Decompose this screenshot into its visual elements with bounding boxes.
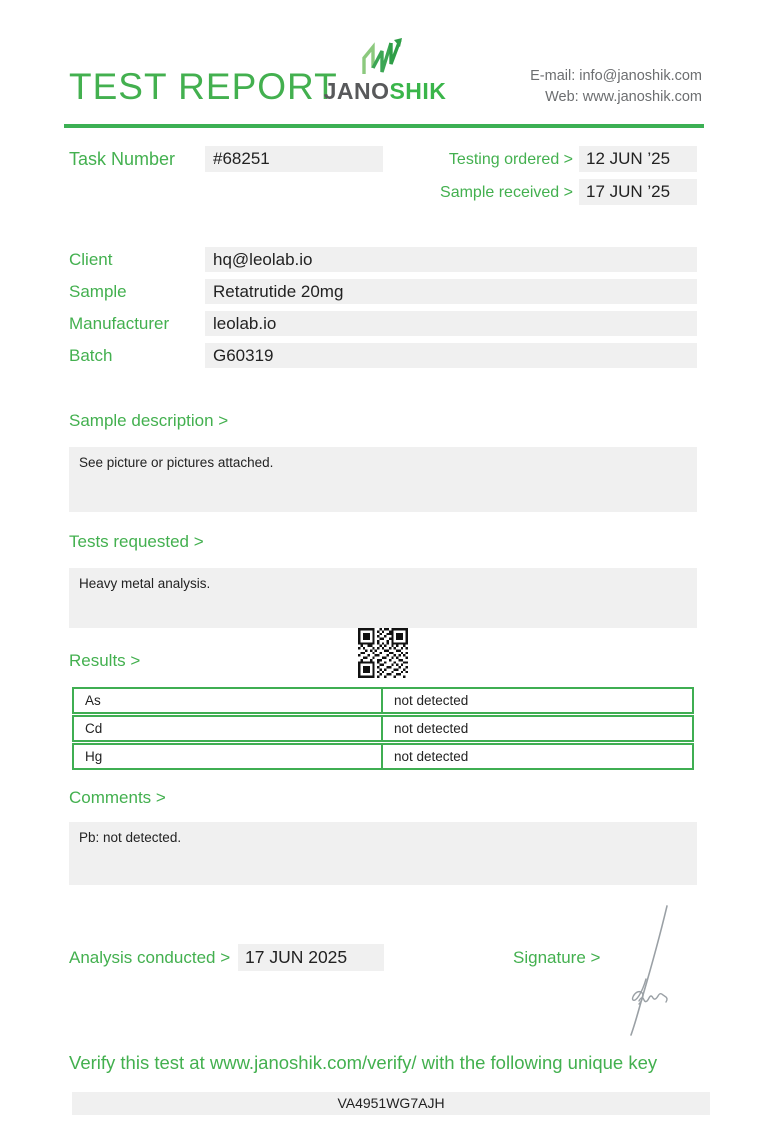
tests-requested-text: Heavy metal analysis. [69,568,697,628]
client-value: hq@leolab.io [205,247,697,272]
manufacturer-label: Manufacturer [69,314,170,333]
contact-block [530,66,702,108]
email-label: E-mail: [530,68,576,84]
table-row [72,715,694,742]
table-row [72,687,694,714]
signature-label: Signature > [513,948,601,967]
logo-text-dark: JANO [323,78,390,104]
contact-email-line [530,66,702,87]
detail-row-manufacturer [69,311,697,336]
sample-received-value: 17 JUN ’25 [579,179,697,205]
client-label: Client [69,250,113,269]
task-number-label: Task Number [69,149,176,169]
analyte-cell: Hg [74,745,383,768]
web-value: www.janoshik.com [582,89,702,105]
result-cell: not detected [394,721,469,736]
sample-description-label: Sample description > [69,411,229,430]
sample-description-text: See picture or pictures attached. [69,447,697,512]
signature-image [612,903,682,1038]
contact-web-line [530,87,702,108]
batch-label: Batch [69,346,113,365]
results-label: Results > [69,651,141,670]
logo-text-green: SHIK [389,78,447,104]
logo-wordmark [318,78,452,105]
result-cell: not detected [394,693,469,708]
comments-label: Comments > [69,788,166,807]
batch-value: G60319 [205,343,697,368]
sample-label: Sample [69,282,127,301]
detail-row-sample [69,279,697,304]
unique-key-value: VA4951WG7AJH [72,1092,710,1115]
analyte-cell: As [74,689,383,712]
testing-ordered-value: 12 JUN ’25 [579,146,697,172]
sample-value: Retatrutide 20mg [205,279,697,304]
detail-row-batch [69,343,697,368]
comments-text: Pb: not detected. [69,822,697,885]
manufacturer-value: leolab.io [205,311,697,336]
page-title: TEST REPORT [69,66,338,107]
header-divider [64,124,704,128]
detail-row-client [69,247,697,272]
analysis-conducted-label: Analysis conducted > [69,948,231,967]
tests-requested-label: Tests requested > [69,532,204,551]
task-number-value: #68251 [205,146,383,172]
sample-received-label: Sample received > [440,184,573,201]
email-value: info@janoshik.com [579,68,702,84]
verify-instruction: Verify this test at www.janoshik.com/verify/ with the following unique key [69,1052,658,1073]
analysis-conducted-value: 17 JUN 2025 [238,944,384,971]
chart-growth-icon [350,38,420,76]
table-row [72,743,694,770]
web-label: Web: [545,89,579,105]
testing-ordered-label: Testing ordered > [448,151,573,168]
janoshik-logo [318,38,452,105]
qr-code [358,628,408,678]
result-cell: not detected [394,749,469,764]
results-table [72,687,694,771]
analyte-cell: Cd [74,717,383,740]
detail-rows [69,247,697,375]
